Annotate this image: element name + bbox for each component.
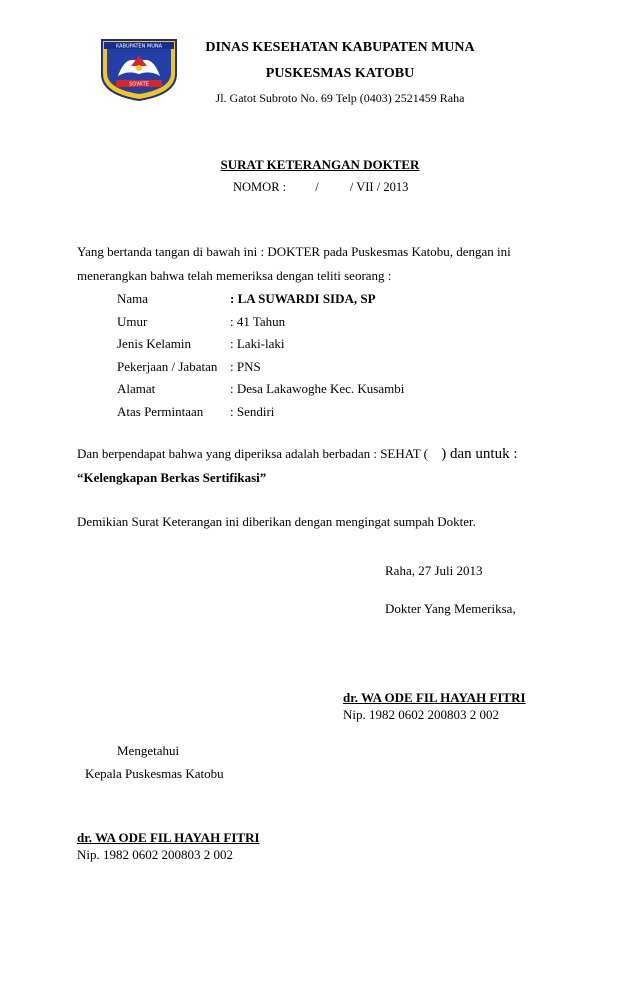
number-suffix: / VII / 2013: [349, 180, 409, 194]
field-label-alamat: Alamat: [117, 381, 156, 396]
kabupaten-muna-logo: [98, 36, 180, 102]
closing-statement: Demikian Surat Keterangan ini diberikan dengan mengingat sumpah Dokter.: [77, 514, 476, 529]
field-value-umur: : 41 Tahun: [230, 314, 286, 329]
finding-prefix: Dan berpendapat bahwa yang diperiksa adalah berbadan : SEHAT (: [77, 446, 428, 461]
number-label: NOMOR :: [233, 180, 287, 194]
field-value-alamat: : Desa Lakawoghe Kec. Kusambi: [230, 381, 405, 396]
field-value-atas-permintaan: : Sendiri: [230, 404, 275, 419]
head-nip: Nip. 1982 0602 200803 2 002: [77, 847, 233, 862]
field-value-nama: : LA SUWARDI SIDA, SP: [230, 291, 376, 306]
field-label-atas-permintaan: Atas Permintaan: [117, 404, 204, 419]
letter-title: SURAT KETERANGAN DOKTER: [220, 157, 420, 172]
institution-name: PUSKESMAS KATOBU: [265, 66, 415, 81]
intro-line-2: menerangkan bahwa telah memeriksa dengan teliti seorang :: [77, 268, 392, 283]
number-separator: /: [315, 180, 319, 194]
head-name: dr. WA ODE FIL HAYAH FITRI: [77, 830, 260, 845]
purpose-statement: “Kelengkapan Berkas Sertifikasi”: [77, 470, 267, 485]
field-label-nama: Nama: [117, 291, 149, 306]
finding-suffix: ) dan untuk :: [441, 446, 518, 462]
institution-address: Jl. Gatot Subroto No. 69 Telp (0403) 2521459 Raha: [215, 91, 465, 105]
field-label-umur: Umur: [117, 314, 148, 329]
field-label-jenis-kelamin: Jenis Kelamin: [117, 336, 192, 351]
intro-line-1: Yang bertanda tangan di bawah ini : DOKTER pada Puskesmas Katobu, dengan ini: [77, 244, 511, 259]
logo-bottom-text: SOWITE: [129, 81, 149, 88]
finding-line: [77, 446, 518, 463]
head-title: Kepala Puskesmas Katobu: [85, 766, 224, 781]
doctor-name: dr. WA ODE FIL HAYAH FITRI: [343, 690, 526, 705]
field-value-jenis-kelamin: : Laki-laki: [230, 336, 285, 351]
letter-number: [233, 180, 408, 195]
examiner-role: Dokter Yang Memeriksa,: [385, 601, 516, 616]
acknowledged-label: Mengetahui: [117, 743, 180, 758]
logo-top-text: KABUPATEN MUNA: [115, 43, 163, 50]
agency-name: DINAS KESEHATAN KABUPATEN MUNA: [205, 40, 475, 55]
field-label-pekerjaan: Pekerjaan / Jabatan: [117, 359, 218, 374]
field-value-pekerjaan: : PNS: [230, 359, 261, 374]
doctor-nip: Nip. 1982 0602 200803 2 002: [343, 707, 499, 722]
place-date: Raha, 27 Juli 2013: [385, 563, 483, 578]
